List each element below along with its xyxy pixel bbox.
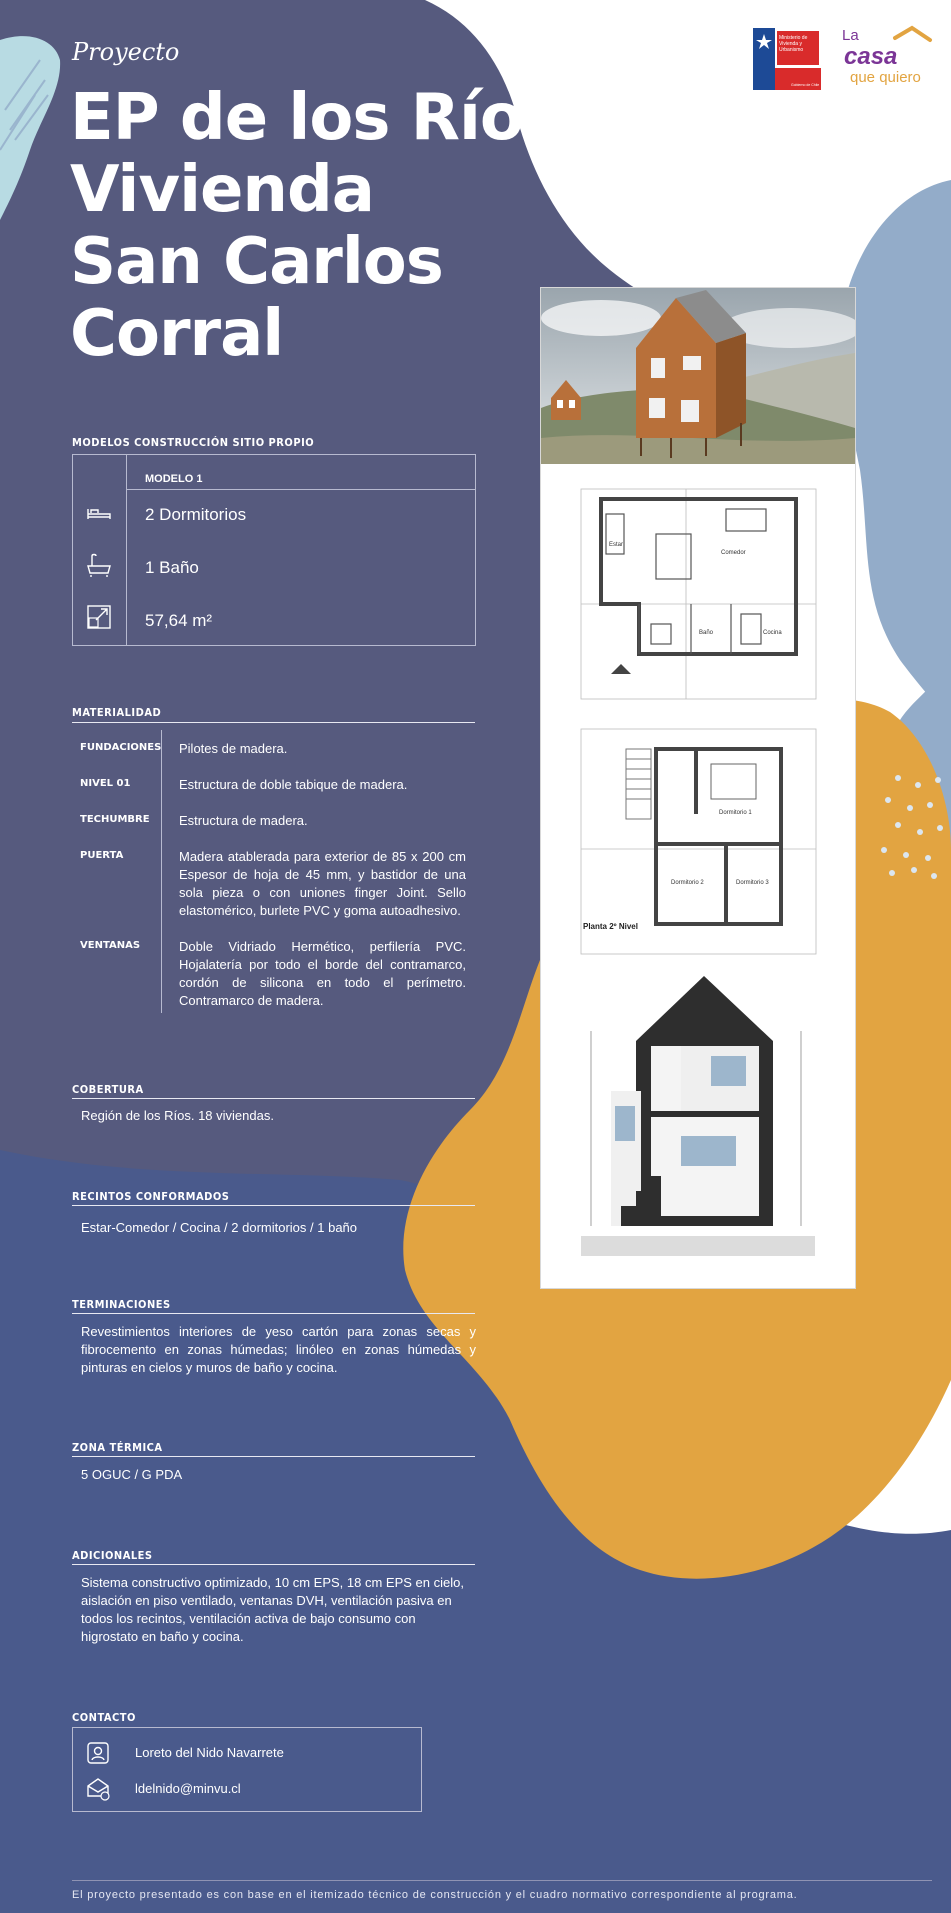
- image-panel: [541, 288, 855, 1288]
- svg-text:Gobierno de Chile: Gobierno de Chile: [791, 83, 820, 87]
- adicionales-text: Sistema constructivo optimizado, 10 cm EPS, 18 cm EPS en cielo, aislación en piso ventilado, ventanas DVH, ventilación pasiva en todos los recintos, ventilación activa de bajo consumo con higrostato en baño y cocina.: [81, 1575, 464, 1644]
- mat-val-ventanas: Doble Vidriado Hermético, perfilería PVC. Hojalatería por todo el borde del contramarco, cordón de silicona en todo el perímetro. Contramarco de madera.: [179, 939, 466, 1008]
- area-icon: [85, 603, 113, 631]
- mat-key-puerta: PUERTA: [80, 850, 124, 861]
- svg-text:casa: casa: [844, 43, 898, 70]
- bathtub-icon: [85, 551, 113, 579]
- plan1-label-bano: Baño: [699, 630, 714, 636]
- materialidad-divider: [161, 730, 162, 1013]
- bed-icon: [85, 499, 113, 527]
- mat-val-puerta: Madera atablerada para exterior de 85 x 200 cm Espesor de hoja de 45 mm, y bastidor de una sola pieza o con uniones finger Joint. Sello elastomérico, burlete PVC y goma autoadhesivo.: [179, 849, 466, 918]
- plan1-label-estar: Estar: [609, 542, 624, 548]
- contact-box: [72, 1727, 422, 1812]
- contacto-title: CONTACTO: [72, 1711, 136, 1724]
- recintos-text: Estar-Comedor / Cocina / 2 dormitorios / 1 baño: [81, 1220, 358, 1235]
- contact-email-link[interactable]: ldelnido@minvu.cl: [135, 1781, 241, 1796]
- floor-plan-level-1: [541, 474, 855, 714]
- adicionales-title: ADICIONALES: [72, 1549, 153, 1562]
- modelos-title: MODELOS CONSTRUCCIÓN SITIO PROPIO: [72, 436, 315, 449]
- title-line-3: San Carlos: [70, 225, 443, 299]
- model-label: MODELO 1: [145, 473, 203, 485]
- minvu-name: Ministerio de Vivienda y Urbanismo: [779, 35, 808, 53]
- mat-key-ventanas: VENTANAS: [80, 940, 141, 951]
- title-line-1: EP de los Ríos: [70, 81, 560, 155]
- svg-text:La: La: [842, 27, 859, 44]
- mat-val-techumbre: Estructura de madera.: [179, 813, 308, 828]
- plan1-label-cocina: Cocina: [763, 630, 782, 636]
- zona-termica-title: ZONA TÉRMICA: [72, 1441, 163, 1454]
- zona-termica-text: 5 OGUC / G PDA: [81, 1467, 183, 1482]
- mat-val-fundaciones: Pilotes de madera.: [179, 741, 288, 756]
- plan2-label-dorm1: Dormitorio 1: [719, 810, 752, 816]
- contact-name: Loreto del Nido Navarrete: [135, 1745, 284, 1760]
- la-casa-que-quiero-logo: [840, 24, 940, 90]
- plan2-label-dorm3: Dormitorio 3: [736, 880, 769, 886]
- modelos-box: [72, 454, 476, 646]
- plan2-label-dorm2: Dormitorio 2: [671, 880, 704, 886]
- page-title: [70, 82, 560, 370]
- minvu-logo: [753, 28, 821, 90]
- house-section-drawing: [541, 971, 855, 1261]
- svg-text:que quiero: que quiero: [850, 69, 921, 86]
- bedrooms: 2 Dormitorios: [145, 505, 247, 524]
- materialidad-title: MATERIALIDAD: [72, 706, 162, 719]
- cobertura-text: Región de los Ríos. 18 viviendas.: [81, 1108, 274, 1123]
- footer-rule: [72, 1880, 932, 1881]
- email-icon: [85, 1776, 111, 1802]
- terminaciones-title: TERMINACIONES: [72, 1298, 171, 1311]
- plan1-label-comedor: Comedor: [721, 550, 746, 556]
- title-line-2: Vivienda: [70, 153, 374, 227]
- mat-val-nivel01: Estructura de doble tabique de madera.: [179, 777, 408, 792]
- person-icon: [85, 1740, 111, 1766]
- terminaciones-text: Revestimientos interiores de yeso cartón para zonas secas y fibrocemento en zonas húmedas; linóleo en zonas húmedas y pinturas en cielos y muros de baño y cocina.: [81, 1324, 476, 1375]
- mat-key-nivel01: NIVEL 01: [80, 778, 131, 789]
- plan2-caption: Planta 2º Nivel: [583, 922, 638, 931]
- area: 57,64 m²: [145, 611, 213, 630]
- kicker: Proyecto: [72, 38, 180, 66]
- recintos-title: RECINTOS CONFORMADOS: [72, 1190, 230, 1203]
- house-render-image: [541, 288, 855, 464]
- bathrooms: 1 Baño: [145, 558, 199, 577]
- floor-plan-level-2: [541, 724, 855, 959]
- cobertura-title: COBERTURA: [72, 1083, 144, 1096]
- footer-note: El proyecto presentado es con base en el itemizado técnico de construcción y el cuadro normativo correspondiente al programa.: [72, 1889, 798, 1901]
- title-line-4: Corral: [70, 297, 284, 371]
- mat-key-fundaciones: FUNDACIONES: [80, 742, 162, 753]
- mat-key-techumbre: TECHUMBRE: [80, 814, 150, 825]
